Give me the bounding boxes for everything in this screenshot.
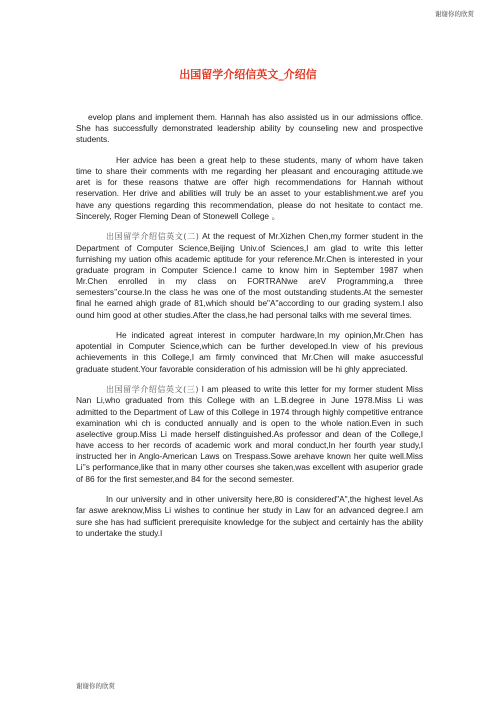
paragraph-2: Her advice has been a great help to these students, many of whom have taken time to share their comments with me regarding her pleasant and encouraging attitude.we aret is for these reasons thatwe are offer high recommendations for Hannah without reservation. Her drive and abilities will truly be an asset to your establishment.we aref you have any questions regarding this recommendation, please do not hesitate to contact me. Sincerely, Roger Fleming Dean of Stonewell College 。: [76, 154, 423, 221]
paragraph-4: He indicated agreat interest in computer hardware,In my opinion,Mr.Chen has apotential in Computer Science,which can be further developed.In view of his previous achievements in this College,I am firmly convinced that Mr.Chen will make asuccessful graduate student.Your favorable consideration of his admission will be hi ghly appreciated.: [76, 330, 423, 374]
document-title: 出国留学介绍信英文_介绍信: [179, 68, 317, 81]
footer-note: 谢谢你的欣赏: [76, 682, 115, 690]
paragraph-3: [76, 231, 423, 320]
header-note: 谢谢你的欣赏: [435, 10, 474, 18]
paragraph-1: evelop plans and implement them. Hannah has also assisted us in our admissions office. She has successfully demonstrated leadership ability by counseling new and prospective students.: [76, 112, 423, 145]
paragraph-5-text: I am pleased to write this letter for my former student Miss Nan Li,who graduated from this College with an L.B.degree in June 1978.Miss Li was admitted to the Department of Law of this College in 1974 through highly competitive entrance examination whi ch is conducted annually and is open to the whole nation.Even in such aselective group.Miss Li made herself distinguished.As professor and dean of the College,I have access to her records of academic work and moral conduct,In her fourth year study,I instructed her in Anglo-American Laws on Trespass.Sowe arehave known her quite well.Miss Li’’s performance,like that in many other courses she taken,was excellent with asuperior grade of 86 for the first semester,and 84 for the second semester.: [76, 384, 423, 484]
paragraph-6: In our university and in other university here,80 is considered"A",the highest level.As far aswe areknow,Miss Li wishes to continue her study in Law for an advanced degree.I am sure she has had sufficient prerequisite knowledge for the subject and certainly has the ability to undertake the study.I: [76, 494, 423, 538]
section-heading-3: 出国留学介绍信英文(三): [106, 385, 199, 395]
paragraph-3-text: At the request of Mr.Xizhen Chen,my former student in the Department of Computer Science,Beijing Univ.of Sciences,I am glad to write this letter furnishing my uation ofhis academic aptitude for your reference.Mr.Chen is interested in your graduate program in Computer Science.I came to know him in September 1987 when Mr.Chen enrolled in my class on FORTRANwe areV Programming,a three semesters’’course.In the class he was one of the most outstanding students.At the semester final he earned ahigh grade of 81,which should be"A"according to our grading system.I also ound him good at other studies.After the class,he had personal talks with me several times.: [76, 231, 423, 320]
document-body: [76, 112, 423, 539]
paragraph-5: [76, 384, 423, 484]
section-heading-2: 出国留学介绍信英文(二): [106, 232, 199, 242]
